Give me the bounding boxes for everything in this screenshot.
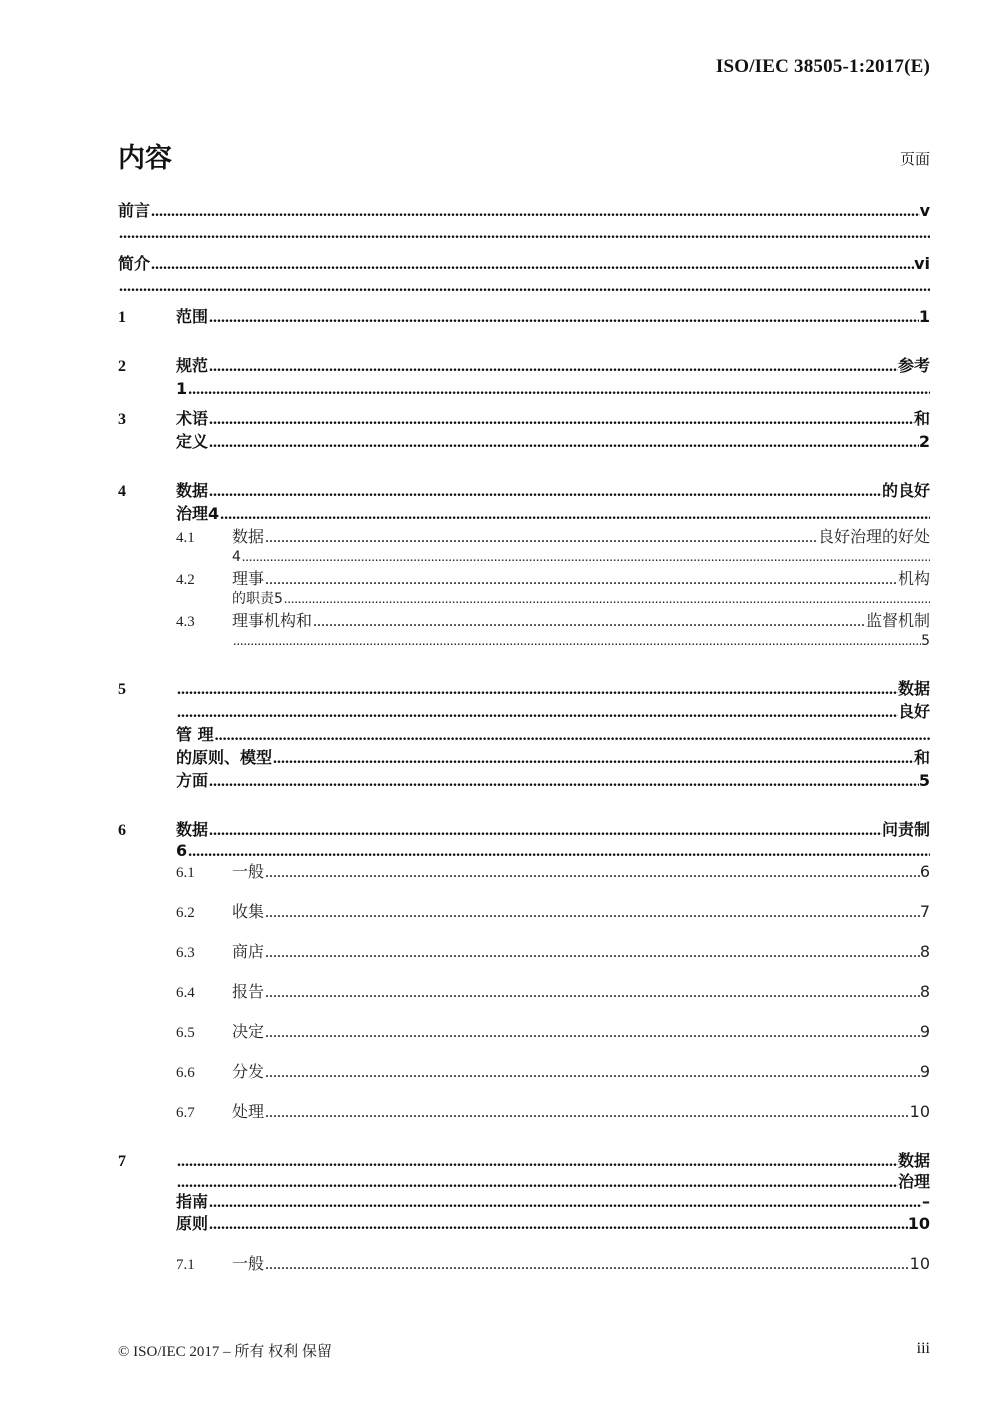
leader-dots <box>232 632 921 651</box>
toc-page: 5 <box>921 633 930 649</box>
leader-dots <box>283 590 930 609</box>
toc-entry-6-2[interactable] <box>118 900 930 923</box>
toc-page: 治理 <box>897 1172 930 1191</box>
toc-page: vi <box>914 254 930 273</box>
toc-page: 监督机制 <box>865 611 930 630</box>
toc-entry-6-5[interactable] <box>118 1020 930 1043</box>
toc-entry-5-line-5 <box>118 769 930 792</box>
toc-page: 和 <box>913 748 930 767</box>
toc-title: 的职责5 <box>232 591 283 607</box>
toc-entry-6-6[interactable] <box>118 1060 930 1083</box>
leader-dots <box>208 355 898 377</box>
toc-number: 2 <box>118 358 126 375</box>
leader-dots <box>264 1021 920 1043</box>
toc-page: 7 <box>919 902 930 921</box>
toc-title: 数据 <box>232 527 265 546</box>
toc-title: 决定 <box>232 1022 265 1041</box>
toc-entry-4-2[interactable] <box>118 567 930 590</box>
page-number: iii <box>916 1340 930 1357</box>
toc-title: 管 理 <box>176 725 214 744</box>
leader-dots <box>312 610 866 632</box>
toc-page: 问责制 <box>881 820 930 839</box>
toc-entry-2[interactable] <box>118 354 930 377</box>
toc-entry-6[interactable] <box>118 818 930 841</box>
toc-page: 5 <box>918 771 930 790</box>
toc-title: 前言 <box>118 201 151 220</box>
toc-number: 6.2 <box>176 905 195 921</box>
leader-dots <box>150 253 914 275</box>
toc-entry-4-3-continued <box>118 632 930 651</box>
toc-title: 收集 <box>232 902 265 921</box>
toc-entry-4[interactable] <box>118 479 930 502</box>
toc-entry-6-1[interactable] <box>118 860 930 883</box>
leader-dots <box>264 1061 920 1083</box>
toc-title: 指南 <box>176 1192 209 1211</box>
standard-code: ISO/IEC 38505-1:2017(E) <box>715 56 930 77</box>
toc-entry-5-line-4 <box>118 746 930 769</box>
toc-page: 6 <box>919 862 930 881</box>
toc-title: 6 <box>176 841 188 860</box>
toc-entry-6-3[interactable] <box>118 940 930 963</box>
toc-page: 的良好 <box>881 481 930 500</box>
toc-title: 4 <box>232 549 241 565</box>
toc-page: 9 <box>919 1062 930 1081</box>
toc-leader-line <box>118 275 930 298</box>
leader-dots <box>264 901 920 923</box>
toc-page: 和 <box>913 409 930 428</box>
toc-entry-4-1-continued <box>118 548 930 567</box>
leader-dots <box>241 548 930 567</box>
toc-page: 10 <box>909 1254 930 1273</box>
toc-page: 数据 <box>897 1151 930 1170</box>
toc-entry-4-2-continued <box>118 590 930 609</box>
toc-title: 处理 <box>232 1102 265 1121</box>
toc-title: 的原则、模型 <box>176 748 273 767</box>
toc-title: 数据 <box>176 820 209 839</box>
leader-dots <box>208 306 919 328</box>
toc-number: 6 <box>118 822 126 839</box>
toc-entry-4-1[interactable] <box>118 525 930 548</box>
toc-page: 8 <box>919 942 930 961</box>
leader-dots <box>264 1253 910 1275</box>
toc-entry-2-continued <box>118 377 930 400</box>
toc-number: 5 <box>118 681 126 698</box>
toc-page: 机构 <box>897 569 930 588</box>
toc-entry-5-line-3 <box>118 723 930 746</box>
toc-title: 定义 <box>176 432 209 451</box>
toc-entry-7-1[interactable] <box>118 1252 930 1275</box>
leader-dots <box>187 842 930 860</box>
page-column-label: 页面 <box>899 150 930 168</box>
toc-page: 良好 <box>897 702 930 721</box>
copyright-notice: © ISO/IEC 2017 – 所有 权利 保留 <box>118 1344 332 1360</box>
contents-heading: 内容 <box>118 143 172 174</box>
toc-page: 参考 <box>897 356 930 375</box>
leader-dots <box>208 480 882 502</box>
toc-title: 简介 <box>118 254 151 273</box>
toc-title: 报告 <box>232 982 265 1001</box>
toc-entry-foreword[interactable] <box>118 199 930 222</box>
toc-number: 4.3 <box>176 614 195 630</box>
toc-page: 8 <box>919 982 930 1001</box>
leader-dots <box>264 981 920 1003</box>
toc-number: 6.4 <box>176 985 195 1001</box>
toc-title: 分发 <box>232 1062 265 1081</box>
leader-dots <box>264 941 920 963</box>
toc-leader-line <box>118 222 930 245</box>
leader-dots <box>208 431 919 453</box>
toc-entry-6-7[interactable] <box>118 1100 930 1123</box>
toc-entry-3-continued <box>118 430 930 453</box>
table-of-contents <box>118 199 930 1275</box>
toc-number: 6.7 <box>176 1105 195 1121</box>
toc-entry-5[interactable] <box>118 677 930 700</box>
leader-dots <box>150 200 920 222</box>
toc-page: 良好治理的好处 <box>817 527 930 546</box>
toc-title: 理事 <box>232 569 265 588</box>
toc-number: 4.2 <box>176 572 195 588</box>
leader-dots <box>208 1213 908 1235</box>
toc-number: 7.1 <box>176 1257 195 1273</box>
leader-dots <box>176 678 898 700</box>
toc-title: 原则 <box>176 1214 209 1233</box>
toc-number: 4.1 <box>176 530 195 546</box>
toc-title: 治理4 <box>176 504 220 523</box>
toc-page: – <box>922 1192 930 1211</box>
toc-entry-1[interactable] <box>118 305 930 328</box>
toc-entry-7-line-3 <box>118 1192 930 1212</box>
toc-entry-7-line-4 <box>118 1212 930 1235</box>
toc-number: 4 <box>118 483 126 500</box>
toc-title: 方面 <box>176 771 209 790</box>
toc-entry-4-3[interactable] <box>118 609 930 632</box>
leader-dots <box>219 503 930 525</box>
toc-title: 1 <box>176 379 188 398</box>
toc-entry-5-line-2 <box>118 700 930 723</box>
toc-title: 一般 <box>232 1254 265 1273</box>
leader-dots <box>272 747 914 769</box>
toc-number: 1 <box>118 309 126 326</box>
leader-dots <box>208 819 882 841</box>
toc-page: 2 <box>918 432 930 451</box>
toc-entry-7-line-2 <box>118 1172 930 1192</box>
toc-title: 范围 <box>176 307 209 326</box>
toc-title: 规范 <box>176 356 209 375</box>
toc-page: 数据 <box>897 679 930 698</box>
leader-dots <box>264 526 818 548</box>
toc-page: 1 <box>918 307 930 326</box>
toc-number: 6.3 <box>176 945 195 961</box>
toc-entry-6-continued <box>118 841 930 860</box>
leader-dots <box>118 222 930 245</box>
leader-dots <box>187 378 930 400</box>
toc-entry-6-4[interactable] <box>118 980 930 1003</box>
toc-number: 6.6 <box>176 1065 195 1081</box>
leader-dots <box>208 408 914 430</box>
toc-number: 6.1 <box>176 865 195 881</box>
toc-page: 9 <box>919 1022 930 1041</box>
toc-entry-7[interactable] <box>118 1149 930 1172</box>
leader-dots <box>264 861 920 883</box>
leader-dots <box>264 568 898 590</box>
leader-dots <box>208 770 919 792</box>
leader-dots <box>176 1173 898 1192</box>
toc-entry-3[interactable] <box>118 407 930 430</box>
leader-dots <box>176 701 898 723</box>
toc-page: 10 <box>907 1214 930 1233</box>
toc-title: 数据 <box>176 481 209 500</box>
toc-title: 一般 <box>232 862 265 881</box>
toc-page: v <box>919 201 930 220</box>
leader-dots <box>118 275 930 298</box>
leader-dots <box>208 1193 922 1212</box>
toc-number: 7 <box>118 1153 126 1170</box>
toc-number: 3 <box>118 411 126 428</box>
leader-dots <box>264 1101 910 1123</box>
leader-dots <box>214 724 930 746</box>
toc-title: 商店 <box>232 942 265 961</box>
toc-entry-4-continued <box>118 502 930 525</box>
toc-title: 理事机构和 <box>232 611 313 630</box>
leader-dots <box>176 1150 898 1172</box>
toc-entry-intro[interactable] <box>118 252 930 275</box>
toc-title: 术语 <box>176 409 209 428</box>
toc-page: 10 <box>909 1102 930 1121</box>
toc-number: 6.5 <box>176 1025 195 1041</box>
